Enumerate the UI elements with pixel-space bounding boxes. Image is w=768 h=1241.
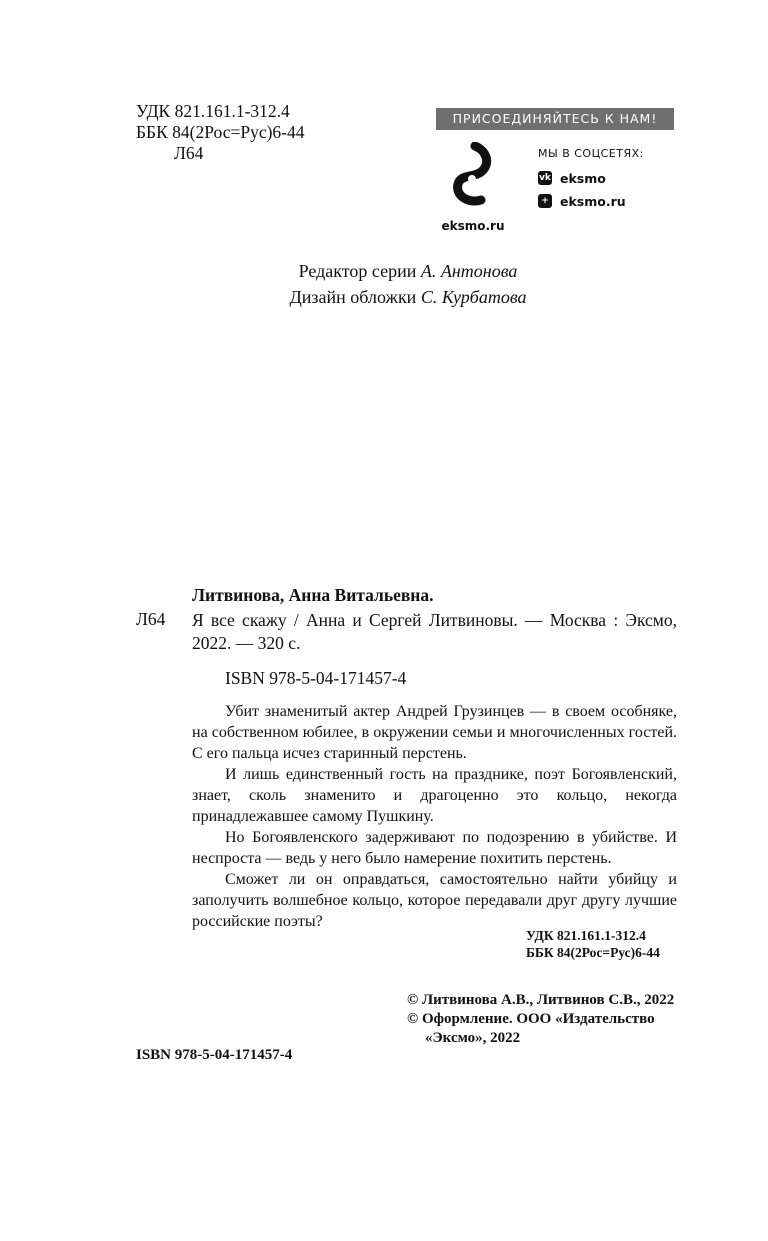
author-mark-left: Л64: [136, 609, 166, 629]
title-description: Я все скажу / Анна и Сергей Литвиновы. — Москва : Эксмо, 2022. — 320 с.: [192, 610, 677, 653]
author-heading: Литвинова, Анна Витальевна.: [192, 585, 434, 605]
eksmo-logo-icon[interactable]: [447, 142, 497, 212]
author-mark: Л64: [174, 143, 204, 163]
social-label: eksmo: [560, 170, 606, 186]
social-label: eksmo.ru: [560, 193, 626, 209]
cover-designer: Дизайн обложки С. Курбатова: [289, 287, 527, 307]
social-link-site[interactable]: [538, 193, 626, 209]
bbk-code: ББК 84(2Рос=Рус)6-44: [136, 122, 305, 142]
site-link[interactable]: eksmo.ru: [441, 219, 505, 233]
annotation-paragraph: И лишь единственный гость на празднике, поэт Богоявленский, знает, сколь знаменито и драгоценно это кольцо, некогда принадлежавшее самому Пушкину.: [192, 766, 677, 825]
copyright-design: © Оформление. ООО «Издательство «Эксмо», 2022: [407, 1011, 655, 1046]
social-title: МЫ В СОЦСЕТЯХ:: [538, 147, 644, 160]
site-icon: +: [538, 194, 552, 208]
annotation-paragraph: Но Богоявленского задерживают по подозрению в убийстве. И неспроста — ведь у него было намерение похитить перстень.: [192, 829, 677, 867]
udk-code: УДК 821.161.1-312.4: [136, 101, 290, 121]
classification-block: [136, 101, 305, 164]
isbn: ISBN 978-5-04-171457-4: [225, 668, 407, 688]
series-editor-name: А. Антонова: [420, 261, 518, 281]
udk-code-bottom: УДК 821.161.1-312.4: [526, 928, 646, 943]
isbn-bottom: ISBN 978-5-04-171457-4: [136, 1047, 293, 1063]
social-link-vk[interactable]: [538, 170, 606, 186]
vk-icon: vk: [539, 173, 551, 183]
bbk-code-bottom: ББК 84(2Рос=Рус)6-44: [526, 945, 660, 960]
annotation: [192, 701, 677, 932]
annotation-paragraph: Сможет ли он оправдаться, самостоятельно найти убийцу и заполучить волшебное кольцо, которое передавали друг другу лучшие российские поэты?: [192, 871, 677, 930]
cover-designer-name: С. Курбатова: [420, 287, 527, 307]
series-editor: Редактор серии А. Антонова: [298, 261, 518, 281]
credits: [0, 258, 768, 310]
join-us-banner: ПРИСОЕДИНЯЙТЕСЬ К НАМ!: [436, 108, 674, 130]
classification-bottom: [526, 927, 660, 961]
copyright-block: [407, 991, 682, 1048]
annotation-paragraph: Убит знаменитый актер Андрей Грузинцев — в своем особняке, на собственном юбилее, в окружении семьи и многочисленных гостей. С его пальца исчез старинный перстень.: [192, 703, 677, 762]
copyright-authors: © Литвинова А.В., Литвинов С.В., 2022: [407, 992, 675, 1008]
